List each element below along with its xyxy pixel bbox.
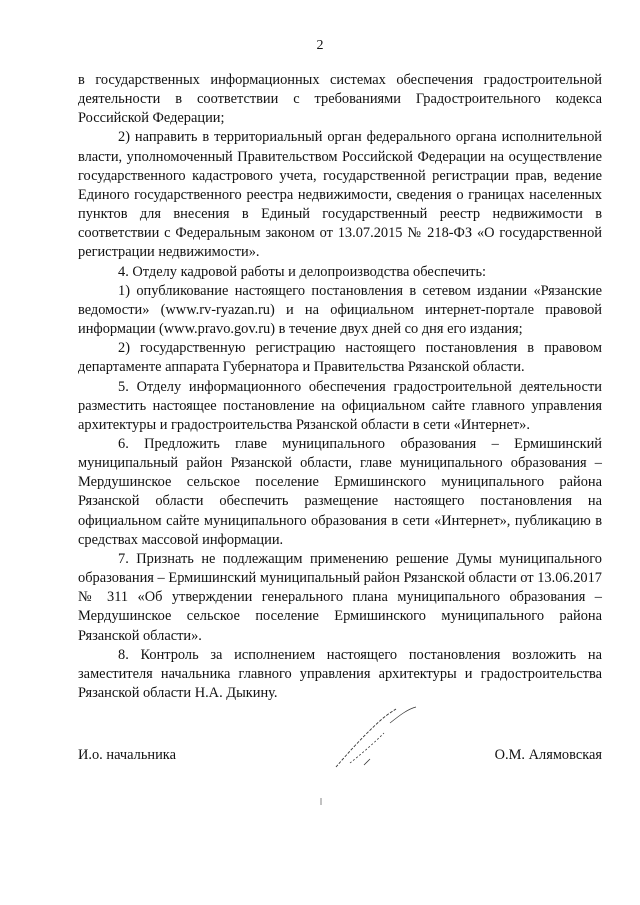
paragraph-item-8: 8. Контроль за исполнением настоящего постановления возложить на заместителя начальника главного управления архитектуры и градостроительства Рязанской области Н.А. Дыкину. xyxy=(78,646,602,701)
document-body xyxy=(78,71,602,703)
page-number: 2 xyxy=(316,38,324,53)
stray-mark xyxy=(318,797,324,807)
paragraph-continuation: в государственных информационных системах обеспечения градостроительной деятельности в соответствии с требованиями Градостроительного кодекса Российской Федерации; xyxy=(78,72,602,127)
paragraph-item-4: 4. Отделу кадровой работы и делопроизводства обеспечить: xyxy=(118,263,486,280)
paragraph-item-4-2: 2) государственную регистрацию настоящего постановления в правовом департаменте аппарата Губернатора и Правительства Рязанской области. xyxy=(78,340,602,376)
paragraph-item-2-cadastral: 2) направить в территориальный орган федерального органа исполнительной власти, уполномоченный Правительством Российской Федерации на осуществление государственного кадастрового учета, государственной регистрации прав, ведение Единого государственного реестра недвижимости, сведения о границах населенных пунктов для внесения в Единый государственный реестр недвижимости в соответствии с Федеральным законом от 13.07.2015 № 218-ФЗ «О государственной регистрации недвижимости». xyxy=(78,129,602,261)
paragraph-item-5: 5. Отделу информационного обеспечения градостроительной деятельности разместить настоящее постановление на официальном сайте главного управления архитектуры и градостроительства Рязанской области в сети «Интернет». xyxy=(78,378,602,433)
signatory-name: О.М. Алямовская xyxy=(494,747,602,763)
signatory-position: И.о. начальника xyxy=(78,747,176,763)
paragraph-item-4-1: 1) опубликование настоящего постановления в сетевом издании «Рязанские ведомости» (www.rv-ryazan.ru) и на официальном интернет-портале правовой информации (www.pravo.gov.ru) в течение двух дней со дня его издания; xyxy=(78,282,602,338)
paragraph-item-6: 6. Предложить главе муниципального образования – Ермишинский муниципальный район Рязанской области, главе муниципального образования – Мердушинское сельское поселение Ермишинского муниципального района Рязанской области обеспечить размещение настоящего постановления на официальном сайте муниципального образования в сети «Интернет», публикацию в средствах массовой информации. xyxy=(78,435,602,548)
handwritten-signature xyxy=(330,705,420,775)
paragraph-item-7: 7. Признать не подлежащим применению решение Думы муниципального образования – Ермишинский муниципальный район Рязанской области от 13.06.2017 № 311 «Об утверждении генерального плана муниципального образования – Мердушинское сельское поселение Ермишинского муниципального района Рязанской области». xyxy=(78,550,602,644)
